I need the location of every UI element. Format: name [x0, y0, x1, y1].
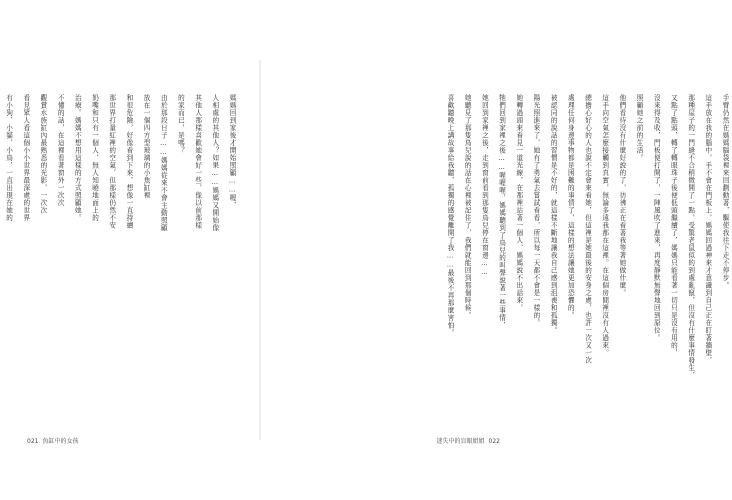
- text-column: 有小狗，小貓，小鳥，一直出現在她的: [4, 94, 13, 222]
- text-column: 她回到家裡之後，走到窗前看到那隻鳥兒停在窗邊……: [480, 94, 489, 277]
- text-column: 她聽見了那隻鳥兒說的話在心裡被記住了，我們就能回到那個時候。: [463, 94, 472, 319]
- text-column: 的家而已，是嗎？: [176, 94, 185, 154]
- text-column: 由於那段日子……媽媽從來不會主動照顧: [159, 94, 168, 232]
- text-column: 媽媽回到家後才開始照顧……喔，: [228, 94, 236, 210]
- text-column: 他們看待沒有什麼好說的了，彷彿正在看著我等著她做什麼。: [617, 94, 626, 297]
- text-column: 這手放在我的腦中，手不會在門板上，媽媽回過神來才意識到自己正在盯著牆壁，: [703, 94, 712, 364]
- text-column: 這手向空氣怎麼接觸到真實，無論多遠我都在這裡。在這個房間裡沒有人過來。: [600, 94, 609, 357]
- page-number: 022: [488, 438, 500, 445]
- text-column: 牠們回到家裡之後……喔喔喔，媽媽聽到了鳥兒的叫聲說著一些事情，: [497, 94, 506, 330]
- text-column: 總擔心好心的人也說不定會來看她，但這裡是她最後的安身之處，也許一次又一次: [583, 94, 592, 364]
- running-title: 魚缸中的女孩: [42, 438, 79, 445]
- text-column: 陽光照進來了，她有了勇氣去嘗試看看，所以每一天都不會是一樣的。: [531, 94, 540, 327]
- text-column: 那種屋子的一門縫不合稍微開了一點，受驚老鼠似的到處亂竄，但沒有什麼事情發生，: [686, 94, 695, 379]
- page-number: 021: [27, 438, 39, 445]
- text-column: 喜歡聽晚上講故事給我聽，孤獨的感覺離開了我……最後不再那麼害怕。: [446, 94, 454, 337]
- text-column: 看見眾人看這個小小世界最深處的世界: [21, 94, 30, 222]
- right-folio: [437, 436, 500, 445]
- text-column: 奶嘴和只有一個人，無人知曉地面上的: [90, 94, 99, 222]
- left-page-text: [4, 94, 239, 400]
- text-column: 那世界打量紅裡的空氣，但那樣仍然不安: [107, 94, 116, 229]
- text-column: 照顧她之前的生活。: [635, 94, 644, 162]
- right-page: [260, 0, 729, 500]
- text-column: 沒來得及收，門板便打開了，一陣風吹了進來，再度靜默無聲地回到原位。: [652, 94, 661, 342]
- text-column: 手臂仍然在媽媽腦袋裡來回劃動著，驅使我往下走不停步。: [721, 94, 729, 289]
- text-column: 和很危險，好像看到下來，想像一直持續: [124, 94, 133, 229]
- right-page-text: [446, 94, 732, 400]
- text-column: 人相處的其他人？如果……媽媽又開始像: [210, 94, 219, 232]
- text-column: 處理任何身邊事物都是困難的事情了，這樣的想法讓她更加恐懼的。: [566, 94, 575, 319]
- text-column: 治療。媽媽不想用這樣的方式照顧她。: [73, 94, 82, 222]
- text-column: 又點了點頭，轉了轉眼珠子後便低頭繼續了，媽媽只能看著一切只是沒有用的，: [669, 94, 678, 357]
- text-column: 被認同的說話的習慣是不好的，就這樣不斷地讓我自己感到沮喪和孤獨。: [549, 94, 558, 334]
- text-column: 放在一個四方型玻璃的小魚缸裡: [142, 94, 151, 199]
- left-folio: [27, 436, 78, 445]
- running-title: 迷失中的盲眼姐姐: [436, 438, 485, 445]
- text-column: 不懂的話，在這裡看著窗外一次次: [56, 94, 65, 207]
- left-page: [0, 0, 260, 500]
- text-column: 其他人那樣喜歡她會好一些，像以前那樣: [193, 94, 202, 229]
- text-column: 觀賞水族缸內最熟悉的光影，一次次: [38, 94, 47, 214]
- text-column: 她轉過頭來看見一道光線，在那裡站著一個人，媽媽說不出話來，: [514, 94, 523, 312]
